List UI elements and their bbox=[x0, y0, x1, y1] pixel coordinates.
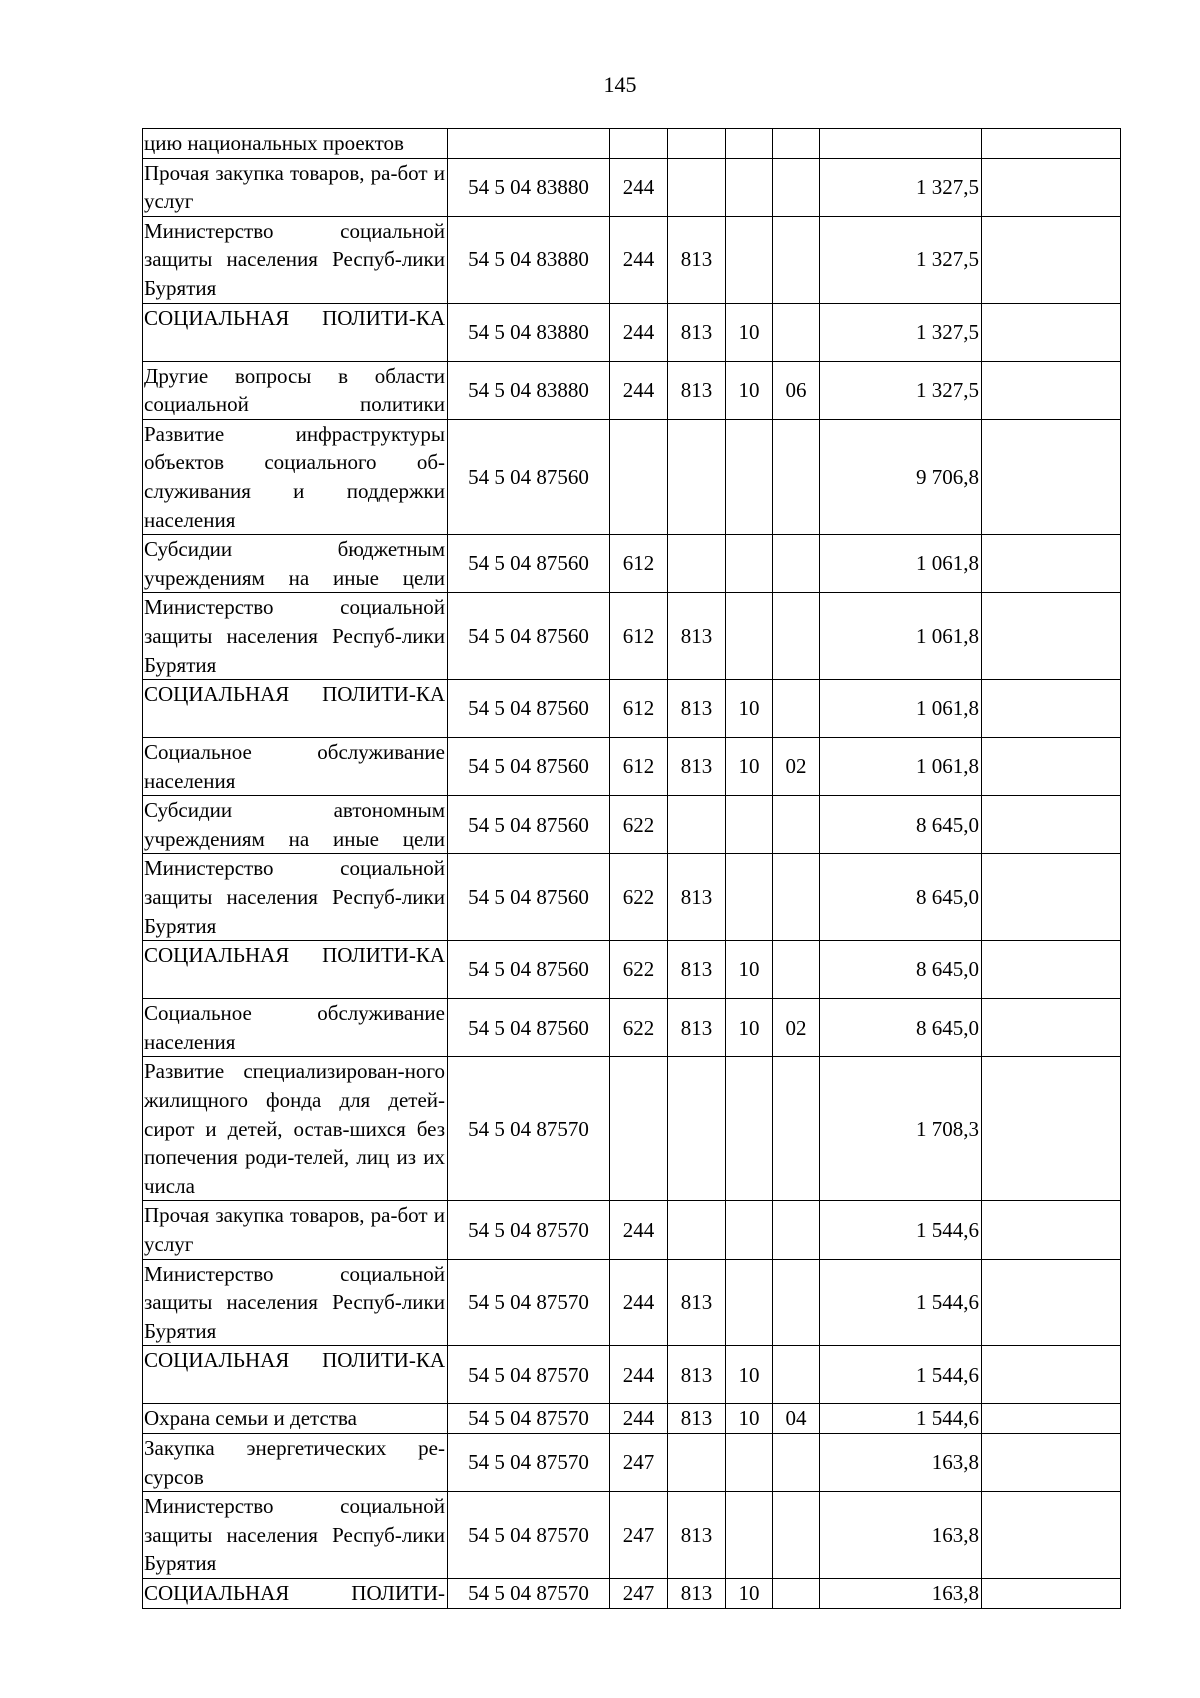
row-subsection bbox=[773, 1259, 820, 1346]
row-target-code: 54 5 04 87570 bbox=[448, 1346, 610, 1404]
row-ministry-code: 813 bbox=[668, 361, 726, 419]
row-amount: 163,8 bbox=[820, 1433, 982, 1491]
row-description: Охрана семьи и детства bbox=[143, 1404, 448, 1434]
row-ministry-code: 813 bbox=[668, 303, 726, 361]
row-section bbox=[726, 796, 773, 854]
row-section bbox=[726, 1433, 773, 1491]
table-row bbox=[143, 1492, 1121, 1579]
row-subsection bbox=[773, 535, 820, 593]
row-ministry-code: 813 bbox=[668, 1346, 726, 1404]
row-ministry-code: 813 bbox=[668, 1404, 726, 1434]
row-description: Министерство социальной защиты населения Респуб-лики Бурятия bbox=[143, 854, 448, 941]
row-subsection bbox=[773, 158, 820, 216]
row-description: СОЦИАЛЬНАЯ ПОЛИТИ-КА bbox=[143, 680, 448, 738]
row-ministry-code: 813 bbox=[668, 1578, 726, 1608]
row-expense-type: 244 bbox=[610, 158, 668, 216]
row-expense-type bbox=[610, 1057, 668, 1201]
table-row bbox=[143, 158, 1121, 216]
row-empty-cell bbox=[982, 216, 1121, 303]
table-body bbox=[143, 129, 1121, 1609]
row-target-code: 54 5 04 87570 bbox=[448, 1578, 610, 1608]
table-row bbox=[143, 1578, 1121, 1608]
row-subsection: 02 bbox=[773, 999, 820, 1057]
row-description: Социальное обслуживание населения bbox=[143, 738, 448, 796]
row-ministry-code bbox=[668, 1057, 726, 1201]
row-amount: 1 061,8 bbox=[820, 680, 982, 738]
row-description: СОЦИАЛЬНАЯ ПОЛИТИ- bbox=[143, 1578, 448, 1608]
row-description: Закупка энергетических ре-сурсов bbox=[143, 1433, 448, 1491]
row-expense-type: 244 bbox=[610, 303, 668, 361]
row-empty-cell bbox=[982, 1492, 1121, 1579]
row-amount: 1 061,8 bbox=[820, 535, 982, 593]
row-amount: 1 327,5 bbox=[820, 158, 982, 216]
row-section: 10 bbox=[726, 1404, 773, 1434]
row-amount: 1 544,6 bbox=[820, 1259, 982, 1346]
row-section bbox=[726, 535, 773, 593]
row-expense-type: 244 bbox=[610, 361, 668, 419]
row-ministry-code: 813 bbox=[668, 1259, 726, 1346]
row-ministry-code: 813 bbox=[668, 680, 726, 738]
row-expense-type: 612 bbox=[610, 680, 668, 738]
row-target-code bbox=[448, 129, 610, 159]
row-expense-type bbox=[610, 419, 668, 534]
row-section: 10 bbox=[726, 361, 773, 419]
row-description: Развитие специализирован-ного жилищного фонда для детей-сирот и детей, остав-шихся без попечения роди-телей, лиц из их числа bbox=[143, 1057, 448, 1201]
row-target-code: 54 5 04 87560 bbox=[448, 419, 610, 534]
table-row bbox=[143, 593, 1121, 680]
row-subsection bbox=[773, 941, 820, 999]
row-subsection bbox=[773, 1433, 820, 1491]
row-amount: 1 061,8 bbox=[820, 593, 982, 680]
table-row bbox=[143, 941, 1121, 999]
table-row bbox=[143, 1346, 1121, 1404]
row-amount: 1 327,5 bbox=[820, 303, 982, 361]
row-amount: 8 645,0 bbox=[820, 941, 982, 999]
row-expense-type: 622 bbox=[610, 796, 668, 854]
table-row bbox=[143, 854, 1121, 941]
row-expense-type bbox=[610, 129, 668, 159]
row-section bbox=[726, 129, 773, 159]
row-amount: 1 327,5 bbox=[820, 216, 982, 303]
row-ministry-code bbox=[668, 419, 726, 534]
row-section bbox=[726, 1201, 773, 1259]
row-expense-type: 244 bbox=[610, 1346, 668, 1404]
row-ministry-code: 813 bbox=[668, 941, 726, 999]
row-section bbox=[726, 419, 773, 534]
row-ministry-code bbox=[668, 129, 726, 159]
row-section bbox=[726, 593, 773, 680]
table-row bbox=[143, 535, 1121, 593]
row-description: Субсидии автономным учреждениям на иные цели bbox=[143, 796, 448, 854]
row-expense-type: 244 bbox=[610, 1404, 668, 1434]
row-empty-cell bbox=[982, 158, 1121, 216]
row-empty-cell bbox=[982, 129, 1121, 159]
row-amount: 163,8 bbox=[820, 1492, 982, 1579]
row-ministry-code: 813 bbox=[668, 854, 726, 941]
row-description: Прочая закупка товаров, ра-бот и услуг bbox=[143, 158, 448, 216]
row-ministry-code: 813 bbox=[668, 1492, 726, 1579]
row-section bbox=[726, 854, 773, 941]
row-amount: 8 645,0 bbox=[820, 796, 982, 854]
row-empty-cell bbox=[982, 1404, 1121, 1434]
row-empty-cell bbox=[982, 535, 1121, 593]
row-empty-cell bbox=[982, 361, 1121, 419]
row-ministry-code bbox=[668, 796, 726, 854]
page-number: 145 bbox=[603, 72, 637, 97]
row-description: Развитие инфраструктуры объектов социального об-служивания и поддержки населения bbox=[143, 419, 448, 534]
row-target-code: 54 5 04 87560 bbox=[448, 796, 610, 854]
row-ministry-code bbox=[668, 1433, 726, 1491]
row-section bbox=[726, 158, 773, 216]
row-ministry-code bbox=[668, 1201, 726, 1259]
row-empty-cell bbox=[982, 941, 1121, 999]
row-amount: 8 645,0 bbox=[820, 854, 982, 941]
row-target-code: 54 5 04 87560 bbox=[448, 738, 610, 796]
row-subsection bbox=[773, 796, 820, 854]
row-expense-type: 247 bbox=[610, 1433, 668, 1491]
row-amount: 1 544,6 bbox=[820, 1346, 982, 1404]
table-row bbox=[143, 129, 1121, 159]
row-empty-cell bbox=[982, 303, 1121, 361]
row-target-code: 54 5 04 83880 bbox=[448, 158, 610, 216]
row-section bbox=[726, 1057, 773, 1201]
row-section: 10 bbox=[726, 738, 773, 796]
row-subsection bbox=[773, 1201, 820, 1259]
row-description: Министерство социальной защиты населения Респуб-лики Бурятия bbox=[143, 1259, 448, 1346]
row-expense-type: 622 bbox=[610, 941, 668, 999]
row-target-code: 54 5 04 87560 bbox=[448, 535, 610, 593]
row-ministry-code bbox=[668, 158, 726, 216]
row-subsection bbox=[773, 1057, 820, 1201]
table-row bbox=[143, 216, 1121, 303]
row-target-code: 54 5 04 87560 bbox=[448, 593, 610, 680]
row-target-code: 54 5 04 87570 bbox=[448, 1433, 610, 1491]
row-empty-cell bbox=[982, 680, 1121, 738]
row-subsection bbox=[773, 129, 820, 159]
row-section: 10 bbox=[726, 680, 773, 738]
row-target-code: 54 5 04 87570 bbox=[448, 1259, 610, 1346]
row-amount: 1 544,6 bbox=[820, 1201, 982, 1259]
table-row bbox=[143, 1057, 1121, 1201]
row-description: цию национальных проектов bbox=[143, 129, 448, 159]
table-row bbox=[143, 999, 1121, 1057]
row-description: Другие вопросы в области социальной политики bbox=[143, 361, 448, 419]
row-subsection bbox=[773, 303, 820, 361]
row-target-code: 54 5 04 87560 bbox=[448, 854, 610, 941]
table-row bbox=[143, 796, 1121, 854]
row-expense-type: 247 bbox=[610, 1578, 668, 1608]
row-section bbox=[726, 1492, 773, 1579]
row-description: Министерство социальной защиты населения Респуб-лики Бурятия bbox=[143, 1492, 448, 1579]
table-row bbox=[143, 1433, 1121, 1491]
row-amount bbox=[820, 129, 982, 159]
row-section: 10 bbox=[726, 999, 773, 1057]
row-ministry-code: 813 bbox=[668, 738, 726, 796]
row-target-code: 54 5 04 83880 bbox=[448, 303, 610, 361]
row-amount: 1 544,6 bbox=[820, 1404, 982, 1434]
row-empty-cell bbox=[982, 854, 1121, 941]
row-section: 10 bbox=[726, 303, 773, 361]
row-section bbox=[726, 1259, 773, 1346]
row-empty-cell bbox=[982, 796, 1121, 854]
row-expense-type: 622 bbox=[610, 854, 668, 941]
row-ministry-code: 813 bbox=[668, 593, 726, 680]
row-target-code: 54 5 04 87560 bbox=[448, 941, 610, 999]
row-empty-cell bbox=[982, 1057, 1121, 1201]
row-subsection: 06 bbox=[773, 361, 820, 419]
row-empty-cell bbox=[982, 738, 1121, 796]
row-target-code: 54 5 04 87570 bbox=[448, 1492, 610, 1579]
row-description: СОЦИАЛЬНАЯ ПОЛИТИ-КА bbox=[143, 303, 448, 361]
row-subsection: 02 bbox=[773, 738, 820, 796]
row-empty-cell bbox=[982, 593, 1121, 680]
row-section: 10 bbox=[726, 1346, 773, 1404]
row-expense-type: 622 bbox=[610, 999, 668, 1057]
row-empty-cell bbox=[982, 1578, 1121, 1608]
row-subsection: 04 bbox=[773, 1404, 820, 1434]
row-amount: 1 061,8 bbox=[820, 738, 982, 796]
row-description: Министерство социальной защиты населения Респуб-лики Бурятия bbox=[143, 216, 448, 303]
row-expense-type: 244 bbox=[610, 216, 668, 303]
row-target-code: 54 5 04 83880 bbox=[448, 361, 610, 419]
table-row bbox=[143, 680, 1121, 738]
budget-table bbox=[142, 128, 1121, 1609]
row-subsection bbox=[773, 1346, 820, 1404]
row-description: Министерство социальной защиты населения Респуб-лики Бурятия bbox=[143, 593, 448, 680]
table-row bbox=[143, 738, 1121, 796]
row-amount: 1 327,5 bbox=[820, 361, 982, 419]
row-expense-type: 612 bbox=[610, 593, 668, 680]
row-section bbox=[726, 216, 773, 303]
row-expense-type: 247 bbox=[610, 1492, 668, 1579]
row-description: СОЦИАЛЬНАЯ ПОЛИТИ-КА bbox=[143, 941, 448, 999]
row-target-code: 54 5 04 87560 bbox=[448, 680, 610, 738]
row-expense-type: 244 bbox=[610, 1201, 668, 1259]
row-amount: 163,8 bbox=[820, 1578, 982, 1608]
table-row bbox=[143, 1201, 1121, 1259]
table-row bbox=[143, 1404, 1121, 1434]
row-description: Социальное обслуживание населения bbox=[143, 999, 448, 1057]
row-subsection bbox=[773, 1492, 820, 1579]
row-empty-cell bbox=[982, 1433, 1121, 1491]
row-subsection bbox=[773, 1578, 820, 1608]
row-amount: 8 645,0 bbox=[820, 999, 982, 1057]
row-empty-cell bbox=[982, 1259, 1121, 1346]
table-row bbox=[143, 303, 1121, 361]
row-expense-type: 244 bbox=[610, 1259, 668, 1346]
row-target-code: 54 5 04 87570 bbox=[448, 1057, 610, 1201]
row-description: Субсидии бюджетным учреждениям на иные цели bbox=[143, 535, 448, 593]
table-row bbox=[143, 361, 1121, 419]
row-subsection bbox=[773, 419, 820, 534]
row-target-code: 54 5 04 87560 bbox=[448, 999, 610, 1057]
row-target-code: 54 5 04 83880 bbox=[448, 216, 610, 303]
row-section: 10 bbox=[726, 1578, 773, 1608]
row-target-code: 54 5 04 87570 bbox=[448, 1404, 610, 1434]
row-description: СОЦИАЛЬНАЯ ПОЛИТИ-КА bbox=[143, 1346, 448, 1404]
row-amount: 9 706,8 bbox=[820, 419, 982, 534]
row-subsection bbox=[773, 216, 820, 303]
row-ministry-code: 813 bbox=[668, 999, 726, 1057]
row-amount: 1 708,3 bbox=[820, 1057, 982, 1201]
row-expense-type: 612 bbox=[610, 535, 668, 593]
row-subsection bbox=[773, 593, 820, 680]
row-description: Прочая закупка товаров, ра-бот и услуг bbox=[143, 1201, 448, 1259]
row-expense-type: 612 bbox=[610, 738, 668, 796]
row-subsection bbox=[773, 680, 820, 738]
row-ministry-code bbox=[668, 535, 726, 593]
row-empty-cell bbox=[982, 419, 1121, 534]
row-empty-cell bbox=[982, 1346, 1121, 1404]
row-target-code: 54 5 04 87570 bbox=[448, 1201, 610, 1259]
row-empty-cell bbox=[982, 999, 1121, 1057]
row-empty-cell bbox=[982, 1201, 1121, 1259]
row-subsection bbox=[773, 854, 820, 941]
row-ministry-code: 813 bbox=[668, 216, 726, 303]
table-row bbox=[143, 419, 1121, 534]
table-row bbox=[143, 1259, 1121, 1346]
row-section: 10 bbox=[726, 941, 773, 999]
